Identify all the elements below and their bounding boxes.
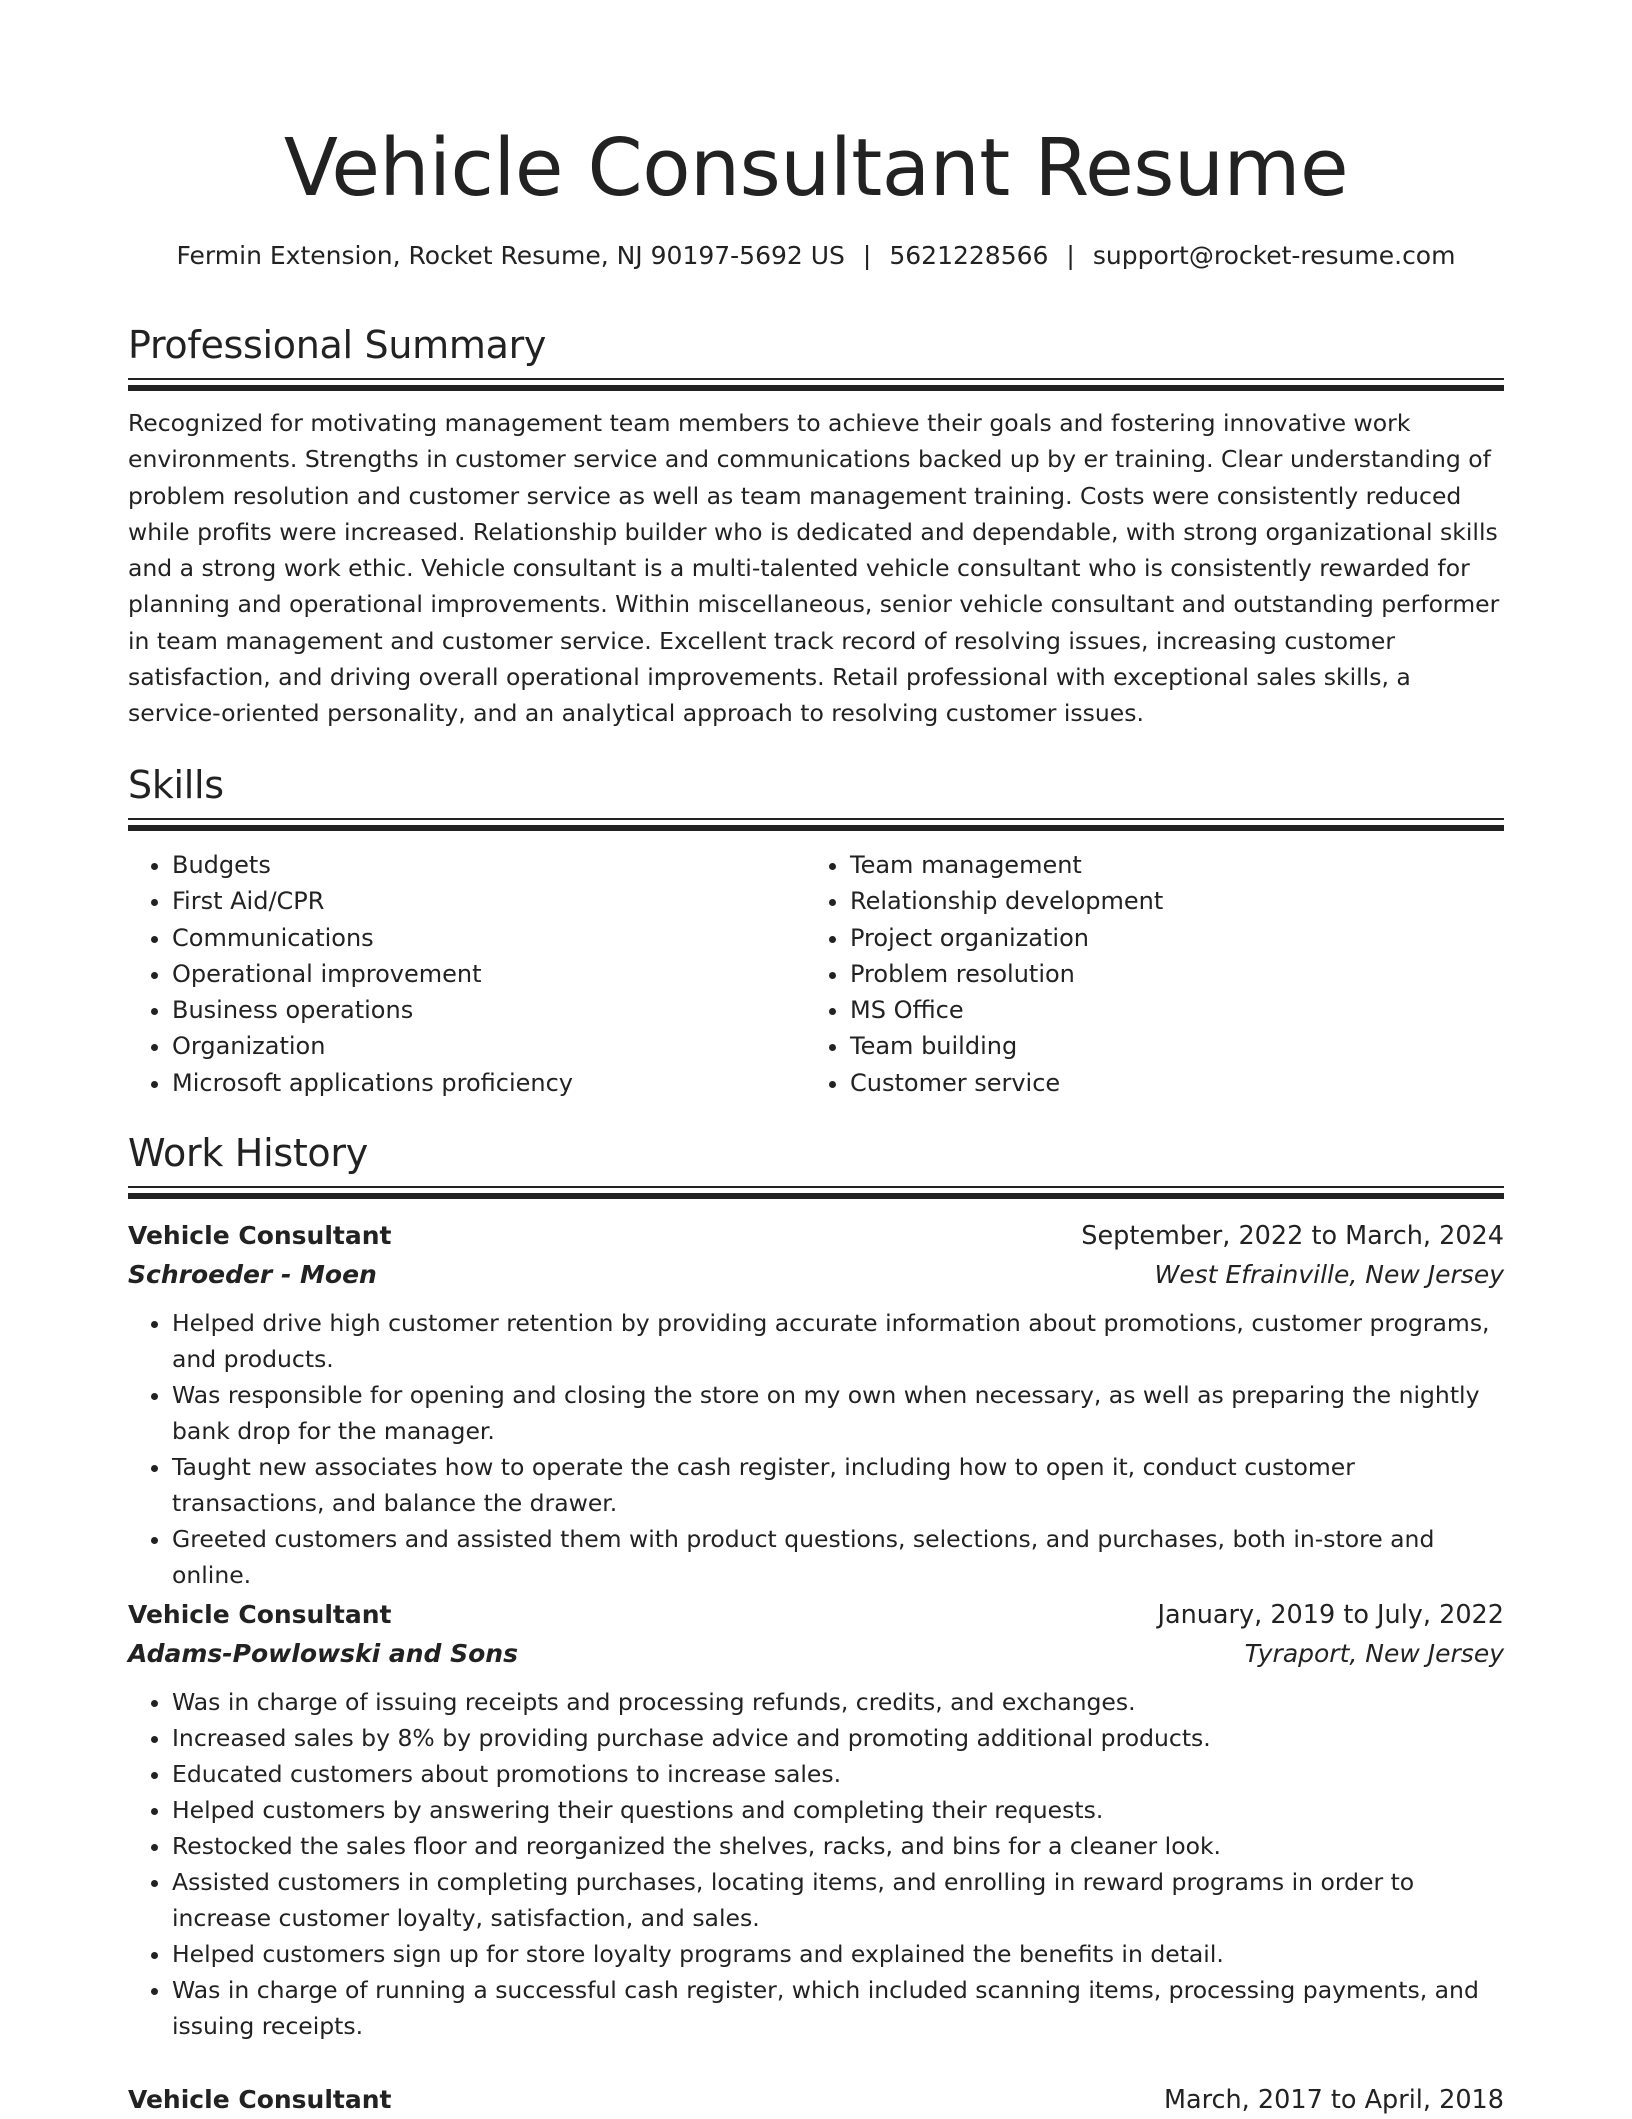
contact-separator: | [862, 241, 872, 270]
job-bullet: • Helped drive high customer retention by providing accurate information about promotions, customer programs, and products. [172, 1305, 1504, 1377]
section-rule [128, 1193, 1504, 1199]
contact-address: Fermin Extension, Rocket Resume, NJ 90197-5692 US [176, 241, 845, 270]
skill-item: • Relationship development [850, 883, 1484, 919]
skills-column-right [806, 847, 1484, 1101]
skill-item: • Communications [172, 920, 806, 956]
job-subheader [128, 1634, 1504, 1674]
job-bullet: • Helped customers by answering their questions and completing their requests. [172, 1792, 1504, 1828]
skill-item: • Project organization [850, 920, 1484, 956]
job-bullet: • Restocked the sales floor and reorganized the shelves, racks, and bins for a cleaner look. [172, 1828, 1504, 1864]
job-company: Adams-Powlowski and Sons [128, 1639, 518, 1668]
skill-item: • Organization [172, 1028, 806, 1064]
job-bullet: • Was responsible for opening and closing the store on my own when necessary, as well as preparing the nightly bank drop for the manager. [172, 1377, 1504, 1449]
job-title: Vehicle Consultant [128, 1600, 392, 1629]
job-bullet: • Taught new associates how to operate the cash register, including how to open it, conduct customer transactions, and balance the drawer. [172, 1449, 1504, 1521]
skill-item: • Microsoft applications proficiency [172, 1065, 806, 1101]
skill-item: • MS Office [850, 992, 1484, 1028]
job-entry [128, 2081, 1504, 2119]
job-header [128, 1217, 1504, 1255]
job-bullets [128, 1305, 1504, 1593]
skills-heading: Skills [128, 763, 224, 807]
section-rule [128, 818, 1504, 820]
job-subheader [128, 1255, 1504, 1295]
work-history-heading: Work History [128, 1131, 368, 1175]
job-bullet: • Was in charge of issuing receipts and processing refunds, credits, and exchanges. [172, 1684, 1504, 1720]
skill-item: • Team building [850, 1028, 1484, 1064]
summary-text: Recognized for motivating management team members to achieve their goals and fostering innovative work environments. Strengths in customer service and communications backed up by er training. Clear understanding of problem resolution and customer service as well as team management training. Costs were consistently reduced while profits were increased. Relationship builder who is dedicated and dependable, with strong organizational skills and a strong work ethic. Vehicle consultant is a multi-talented vehicle consultant who is consistently rewarded for planning and operational improvements. Within miscellaneous, senior vehicle consultant and outstanding performer in team management and customer service. Excellent track record of resolving issues, increasing customer satisfaction, and driving overall operational improvements. Retail professional with exceptional sales skills, a service-oriented personality, and an analytical approach to resolving customer issues. [128, 409, 1500, 728]
job-header [128, 2081, 1504, 2119]
skills-column-left [128, 847, 806, 1101]
job-bullet: • Assisted customers in completing purchases, locating items, and enrolling in reward programs in order to increase customer loyalty, satisfaction, and sales. [172, 1864, 1504, 1936]
job-entry [128, 1596, 1504, 2044]
contact-separator: | [1066, 241, 1075, 270]
skill-item: • Budgets [172, 847, 806, 883]
job-location: Tyraport, New Jersey [1244, 1639, 1504, 1668]
skills-section [128, 761, 1504, 1101]
job-entry [128, 1217, 1504, 1593]
skill-item: • First Aid/CPR [172, 883, 806, 919]
job-dates: March, 2017 to April, 2018 [1163, 2085, 1504, 2115]
skill-item: • Business operations [172, 992, 806, 1028]
job-header [128, 1596, 1504, 1634]
work-history-section [128, 1129, 1504, 1199]
resume-title: Vehicle Consultant Resume [283, 122, 1349, 214]
job-bullet: • Increased sales by 8% by providing purchase advice and promoting additional products. [172, 1720, 1504, 1756]
job-bullet: • Educated customers about promotions to increase sales. [172, 1756, 1504, 1792]
job-dates: September, 2022 to March, 2024 [1081, 1221, 1504, 1251]
section-rule [128, 378, 1504, 380]
job-bullet: • Greeted customers and assisted them with product questions, selections, and purchases, both in-store and online. [172, 1521, 1504, 1593]
job-bullets [128, 1684, 1504, 2044]
section-rule [128, 1186, 1504, 1188]
job-location: West Efrainville, New Jersey [1154, 1260, 1504, 1289]
summary-heading: Professional Summary [128, 323, 547, 367]
job-bullet: • Was in charge of running a successful cash register, which included scanning items, processing payments, and issuing receipts. [172, 1972, 1504, 2044]
summary-section [128, 321, 1504, 732]
skill-item: • Team management [850, 847, 1484, 883]
contact-phone: 5621228566 [889, 241, 1049, 270]
job-company: Schroeder - Moen [128, 1260, 377, 1289]
section-rule [128, 385, 1504, 391]
skills-list [128, 847, 1504, 1101]
skill-item: • Customer service [850, 1065, 1484, 1101]
job-title: Vehicle Consultant [128, 2085, 392, 2114]
contact-line [128, 238, 1504, 274]
job-title: Vehicle Consultant [128, 1221, 392, 1250]
skill-item: • Operational improvement [172, 956, 806, 992]
job-dates: January, 2019 to July, 2022 [1157, 1600, 1504, 1630]
job-bullet: • Helped customers sign up for store loyalty programs and explained the benefits in detail. [172, 1936, 1504, 1972]
contact-email[interactable]: support@rocket-resume.com [1092, 241, 1456, 270]
skill-item: • Problem resolution [850, 956, 1484, 992]
section-rule [128, 825, 1504, 831]
